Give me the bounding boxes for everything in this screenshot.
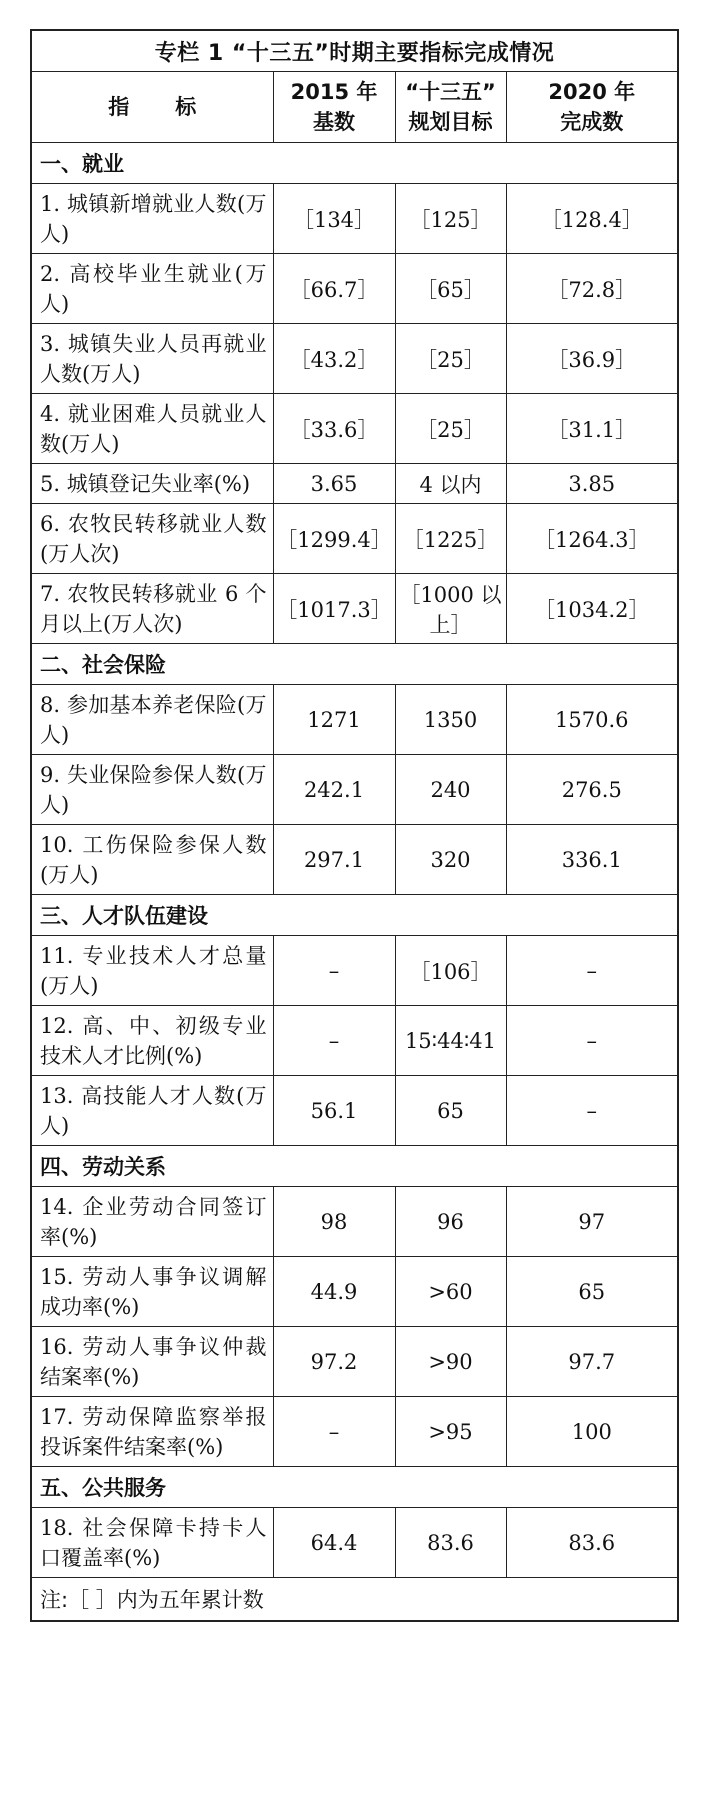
value-2020-cell: – <box>506 1006 678 1076</box>
value-2015-cell: ［66.7］ <box>273 254 395 324</box>
indicator-cell: 9. 失业保险参保人数(万人) <box>31 755 273 825</box>
section-row <box>31 143 678 184</box>
value-2020-cell: ［31.1］ <box>506 394 678 464</box>
table-row <box>31 324 678 394</box>
header-2020-line1: 2020 年 <box>548 80 636 104</box>
target-cell: ［25］ <box>395 324 506 394</box>
target-cell: 1350 <box>395 685 506 755</box>
indicator-cell: 7. 农牧民转移就业 6 个月以上(万人次) <box>31 574 273 644</box>
indicator-cell: 2. 高校毕业生就业(万人) <box>31 254 273 324</box>
table-row <box>31 1508 678 1578</box>
value-2020-cell: ［128.4］ <box>506 184 678 254</box>
value-2020-cell: 1570.6 <box>506 685 678 755</box>
indicator-cell: 16. 劳动人事争议仲裁结案率(%) <box>31 1327 273 1397</box>
value-2020-cell: 97 <box>506 1187 678 1257</box>
table-row <box>31 504 678 574</box>
header-target <box>395 72 506 143</box>
table-row <box>31 464 678 504</box>
section-row <box>31 1146 678 1187</box>
indicator-cell: 15. 劳动人事争议调解成功率(%) <box>31 1257 273 1327</box>
table-row <box>31 1327 678 1397</box>
indicator-cell: 18. 社会保障卡持卡人口覆盖率(%) <box>31 1508 273 1578</box>
header-2020-line2: 完成数 <box>560 110 624 134</box>
section-heading: 一、就业 <box>31 143 678 184</box>
section-heading: 五、公共服务 <box>31 1467 678 1508</box>
value-2015-cell: – <box>273 1006 395 1076</box>
header-target-line1: “十三五” <box>405 80 496 104</box>
table-row <box>31 1076 678 1146</box>
value-2015-cell: – <box>273 1397 395 1467</box>
target-cell: >95 <box>395 1397 506 1467</box>
section-row <box>31 895 678 936</box>
target-cell: 96 <box>395 1187 506 1257</box>
value-2015-cell: 1271 <box>273 685 395 755</box>
value-2020-cell: ［1034.2］ <box>506 574 678 644</box>
target-cell: >90 <box>395 1327 506 1397</box>
value-2015-cell: ［134］ <box>273 184 395 254</box>
table-row <box>31 394 678 464</box>
value-2015-cell: ［33.6］ <box>273 394 395 464</box>
target-cell: 83.6 <box>395 1508 506 1578</box>
target-cell: 4 以内 <box>395 464 506 504</box>
value-2015-cell: 97.2 <box>273 1327 395 1397</box>
header-2020 <box>506 72 678 143</box>
target-cell: 15∶44∶41 <box>395 1006 506 1076</box>
value-2015-cell: 3.65 <box>273 464 395 504</box>
title-row <box>31 30 678 72</box>
value-2020-cell: 336.1 <box>506 825 678 895</box>
target-cell: ［125］ <box>395 184 506 254</box>
table-row <box>31 936 678 1006</box>
table-row <box>31 825 678 895</box>
section-row <box>31 644 678 685</box>
indicator-cell: 5. 城镇登记失业率(%) <box>31 464 273 504</box>
table-row <box>31 184 678 254</box>
table-row <box>31 574 678 644</box>
value-2015-cell: 98 <box>273 1187 395 1257</box>
indicator-cell: 6. 农牧民转移就业人数(万人次) <box>31 504 273 574</box>
header-indicator <box>31 72 273 143</box>
section-heading: 二、社会保险 <box>31 644 678 685</box>
value-2020-cell: 3.85 <box>506 464 678 504</box>
target-cell: ［65］ <box>395 254 506 324</box>
table-row <box>31 685 678 755</box>
target-cell: ［106］ <box>395 936 506 1006</box>
value-2020-cell: 97.7 <box>506 1327 678 1397</box>
table-row <box>31 1257 678 1327</box>
section-heading: 四、劳动关系 <box>31 1146 678 1187</box>
indicator-cell: 8. 参加基本养老保险(万人) <box>31 685 273 755</box>
indicator-cell: 4. 就业困难人员就业人数(万人) <box>31 394 273 464</box>
value-2020-cell: – <box>506 1076 678 1146</box>
target-cell: ［1000 以上］ <box>395 574 506 644</box>
indicator-cell: 17. 劳动保障监察举报投诉案件结案率(%) <box>31 1397 273 1467</box>
target-cell: ［1225］ <box>395 504 506 574</box>
indicator-cell: 11. 专业技术人才总量(万人) <box>31 936 273 1006</box>
value-2020-cell: 276.5 <box>506 755 678 825</box>
value-2020-cell: – <box>506 936 678 1006</box>
value-2015-cell: 56.1 <box>273 1076 395 1146</box>
indicator-table <box>30 29 679 1622</box>
indicator-cell: 1. 城镇新增就业人数(万人) <box>31 184 273 254</box>
target-cell: 65 <box>395 1076 506 1146</box>
indicator-cell: 10. 工伤保险参保人数(万人) <box>31 825 273 895</box>
table-row <box>31 1006 678 1076</box>
table-row <box>31 1187 678 1257</box>
value-2015-cell: ［1299.4］ <box>273 504 395 574</box>
target-cell: >60 <box>395 1257 506 1327</box>
table-note: 注:［ ］内为五年累计数 <box>31 1578 678 1622</box>
note-row <box>31 1578 678 1622</box>
value-2015-cell: 242.1 <box>273 755 395 825</box>
header-target-line2: 规划目标 <box>408 110 493 134</box>
header-2015-line2: 基数 <box>313 110 355 134</box>
value-2020-cell: ［72.8］ <box>506 254 678 324</box>
indicator-cell: 13. 高技能人才人数(万人) <box>31 1076 273 1146</box>
value-2020-cell: ［36.9］ <box>506 324 678 394</box>
value-2020-cell: 100 <box>506 1397 678 1467</box>
value-2020-cell: ［1264.3］ <box>506 504 678 574</box>
value-2020-cell: 83.6 <box>506 1508 678 1578</box>
target-cell: ［25］ <box>395 394 506 464</box>
value-2015-cell: – <box>273 936 395 1006</box>
value-2015-cell: 297.1 <box>273 825 395 895</box>
table-row <box>31 755 678 825</box>
indicator-cell: 3. 城镇失业人员再就业人数(万人) <box>31 324 273 394</box>
value-2015-cell: 44.9 <box>273 1257 395 1327</box>
indicator-cell: 12. 高、中、初级专业技术人才比例(%) <box>31 1006 273 1076</box>
value-2020-cell: 65 <box>506 1257 678 1327</box>
header-row <box>31 72 678 143</box>
target-cell: 320 <box>395 825 506 895</box>
target-cell: 240 <box>395 755 506 825</box>
header-indicator-label: 指标 <box>108 95 243 119</box>
document <box>30 29 677 1622</box>
value-2015-cell: 64.4 <box>273 1508 395 1578</box>
table-row <box>31 254 678 324</box>
value-2015-cell: ［1017.3］ <box>273 574 395 644</box>
section-row <box>31 1467 678 1508</box>
table-title: 专栏 1 “十三五”时期主要指标完成情况 <box>31 30 678 72</box>
table-row <box>31 1397 678 1467</box>
indicator-cell: 14. 企业劳动合同签订率(%) <box>31 1187 273 1257</box>
section-heading: 三、人才队伍建设 <box>31 895 678 936</box>
header-2015-line1: 2015 年 <box>290 80 378 104</box>
value-2015-cell: ［43.2］ <box>273 324 395 394</box>
header-2015 <box>273 72 395 143</box>
